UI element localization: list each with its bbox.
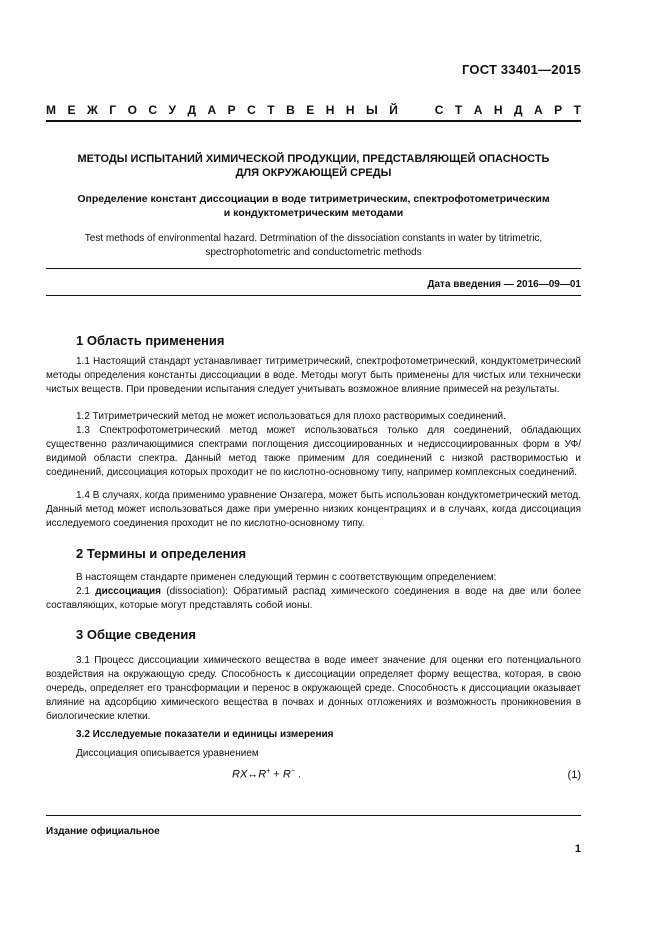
document-title — [46, 152, 581, 180]
subtitle-line-2: и кондуктометрическим методами — [223, 207, 404, 219]
title-line-2: ДЛЯ ОКРУЖАЮЩЕЙ СРЕДЫ — [235, 167, 392, 179]
heading-letter: Н — [325, 103, 335, 117]
heading-divider — [46, 120, 581, 122]
equation-cation: R — [258, 768, 267, 781]
equation-end: . — [294, 768, 302, 781]
equation-reactant: RX — [232, 768, 248, 781]
title-line-1: МЕТОДЫ ИСПЫТАНИЙ ХИМИЧЕСКОЙ ПРОДУКЦИИ, ПРЕДСТАВЛЯЮЩЕЙ ОПАСНОСТЬ — [77, 153, 550, 165]
heading-letter: Т — [573, 103, 581, 117]
heading-letter: С — [247, 103, 256, 117]
heading-letter: О — [127, 103, 137, 117]
heading-letter: А — [473, 103, 483, 117]
dissociation-equation — [232, 768, 301, 781]
intro-divider-top — [46, 268, 581, 269]
section-3-heading: 3 Общие сведения — [76, 627, 196, 642]
heading-letter: Р — [554, 103, 563, 117]
section-2-heading: 2 Термины и определения — [76, 546, 247, 561]
equation-number: (1) — [567, 769, 581, 781]
paragraph-1-3: 1.3 Спектрофотометрический метод может использоваться только для соединений, обладающих существенно различающимися спектрами поглощения диссоциированных и недиссоциированных форм в УФ/видимой области спектра. Данный метод также применим для соединений с низкой растворимостью и соединений, диссоциация которых проходит не по кислотно-основному типу, например комплексных соединений. — [46, 425, 581, 479]
paragraph-1-4: 1.4 В случаях, когда применимо уравнение Онзагера, может быть использован кондуктометрический метод. Данный метод может использоваться даже при умеренно низких концентрациях и в случаях, когда диссоциация исследуемого соединения проходит не по кислотно-основному типу. — [46, 490, 581, 530]
equation-anion: R — [282, 768, 291, 781]
heading-letter: Е — [67, 103, 76, 117]
page-number: 1 — [574, 843, 581, 855]
heading-letter: У — [168, 103, 176, 117]
heading-letter: В — [286, 103, 295, 117]
document-id: ГОСТ 33401—2015 — [462, 62, 581, 77]
heading-letter: Н — [493, 103, 503, 117]
equilibrium-arrow-icon: ↔ — [247, 768, 259, 781]
heading-letter: Т — [454, 103, 463, 117]
section-1-heading: 1 Область применения — [76, 333, 225, 348]
paragraph-2-intro: В настоящем стандарте применен следующий термин с соответствующим определением: — [76, 572, 497, 583]
heading-letter: С — [148, 103, 158, 117]
paragraph-1-2: 1.2 Титриметрический метод не может использоваться для плохо растворимых соединений. — [76, 411, 506, 422]
heading-letter: С — [434, 103, 444, 117]
paragraph-3-1: 3.1 Процесс диссоциации химического вещества в воде имеет значение для оценки его потенциального воздействия на окружающую среду. Способность к диссоциации определяет форму вещества, которая, в свою очередь, определяет его трансформации и перенос в окружающей среде. Способность к диссоциации оказывает влияние на адсорбцию химического вещества в почвах и донных отложениях и возможность проникновения в биологические клетки. — [46, 655, 581, 723]
heading-letter: Ж — [86, 103, 98, 117]
heading-word-gap — [409, 103, 423, 117]
heading-letter: Е — [306, 103, 315, 117]
paragraph-2-1 — [46, 585, 581, 613]
heading-letter: Т — [267, 103, 275, 117]
english-title-line-2: spectrophotometric and conductometric methods — [205, 247, 422, 258]
heading-letter: Р — [227, 103, 236, 117]
term-number: 2.1 — [76, 586, 96, 597]
introduction-date: Дата введения — 2016—09—01 — [427, 279, 581, 290]
paragraph-1-1: 1.1 Настоящий стандарт устанавливает титриметрический, спектрофотометрический, кондуктометрический методы определения константы диссоциации в воде. Методы могут быть применены для чистых или технически чистых веществ. При проведении испытания следует учитывать возможное влияние примесей на результаты. — [46, 356, 581, 396]
heading-letter: Д — [187, 103, 197, 117]
subsection-3-2-heading: 3.2 Исследуемые показатели и единицы измерения — [76, 729, 334, 740]
heading-letter: Г — [109, 103, 117, 117]
heading-letter: Й — [389, 103, 398, 117]
equation-plus: + — [270, 768, 283, 781]
term-definition: (dissociation): Обратимый распад химического соединения в воде на две или более составляющих, которые могут представлять собой ионы. — [46, 586, 581, 612]
subtitle-line-1: Определение констант диссоциации в воде титриметрическим, спектрофотометрическим — [77, 193, 550, 205]
heading-letter: Ы — [365, 103, 378, 117]
official-edition-label: Издание официальное — [46, 826, 160, 837]
english-title — [46, 232, 581, 260]
heading-letter: А — [207, 103, 217, 117]
standard-type-heading — [46, 103, 581, 117]
heading-letter: Д — [513, 103, 523, 117]
intro-divider-bottom — [46, 295, 581, 296]
document-subtitle — [46, 192, 581, 220]
heading-letter: А — [534, 103, 543, 117]
heading-letter: М — [46, 103, 56, 117]
anion-charge: − — [290, 768, 295, 775]
term-name: диссоциация — [95, 586, 161, 597]
paragraph-3-2: Диссоциация описывается уравнением — [76, 748, 259, 759]
footer-divider — [46, 815, 581, 816]
heading-letter: Н — [345, 103, 355, 117]
cation-charge: + — [266, 768, 271, 775]
english-title-line-1: Test methods of environmental hazard. Detrmination of the dissociation constants in water by titrimetric, — [84, 233, 543, 244]
